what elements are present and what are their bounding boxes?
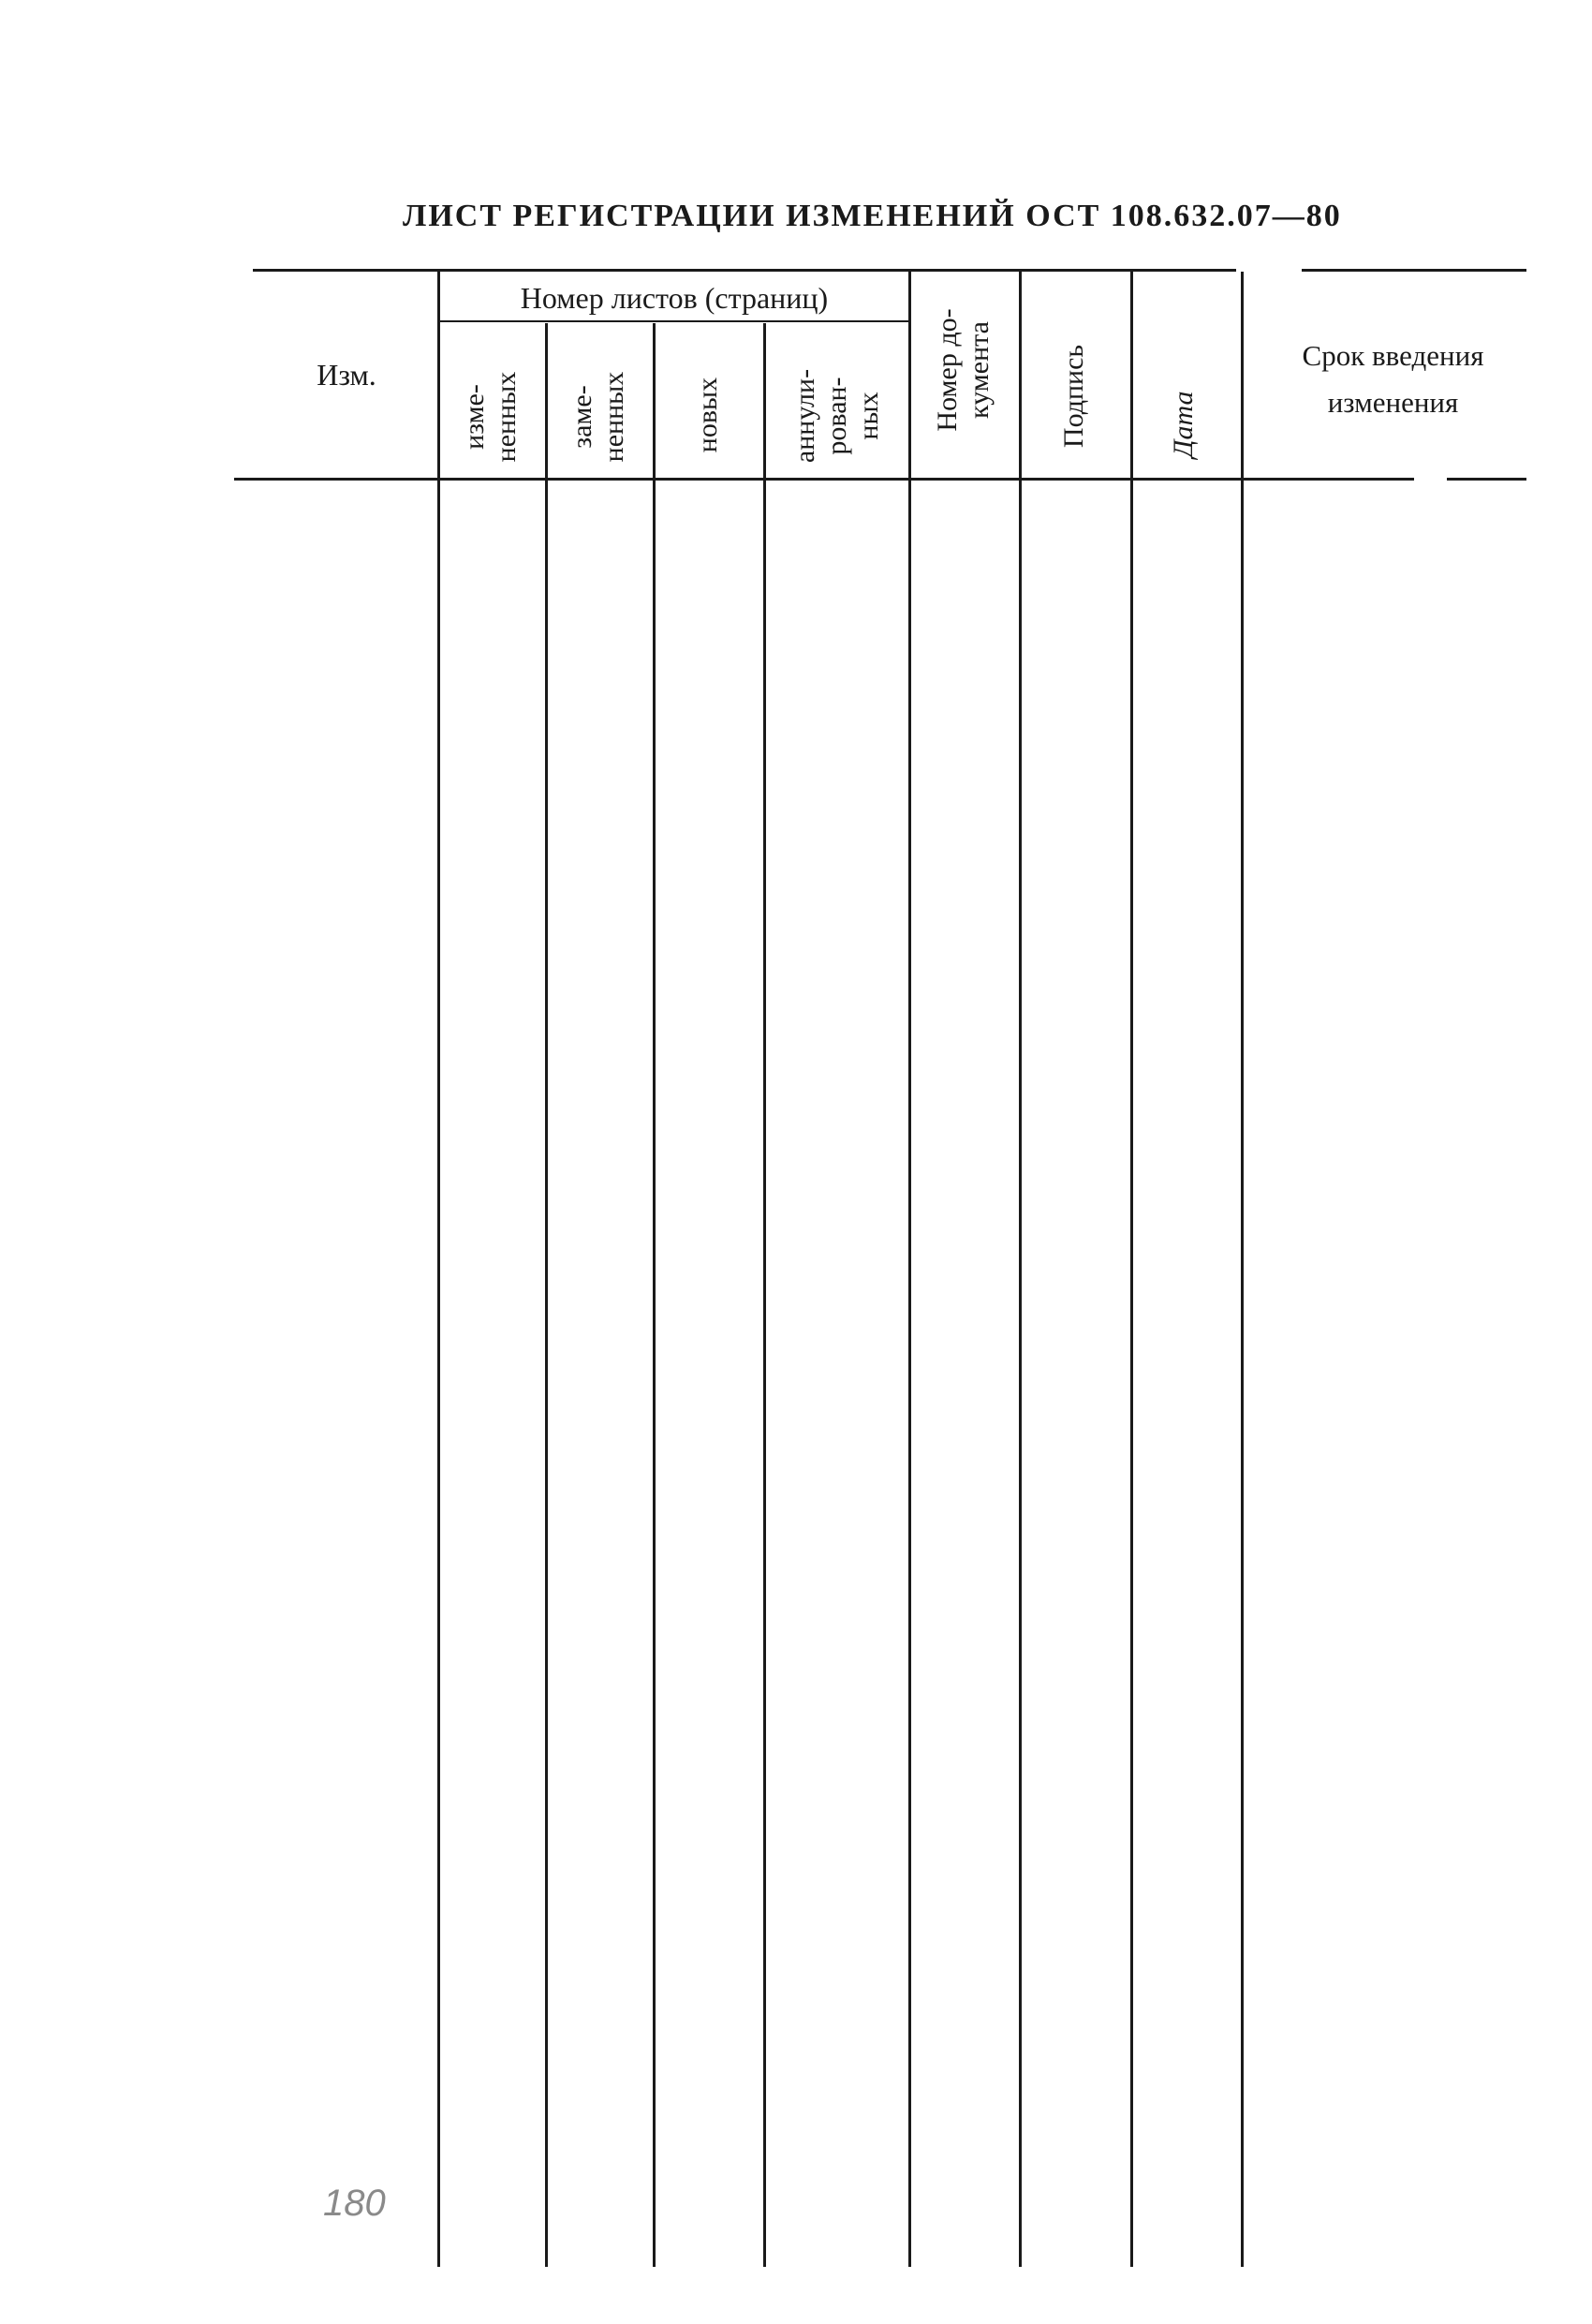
header-annulirovannyh: аннули- рован- ных: [789, 368, 884, 464]
page-number: 180: [323, 2183, 386, 2224]
header-data: Дата: [1168, 391, 1199, 458]
group-header-underline: [438, 320, 911, 322]
header-izm: Изм.: [317, 358, 376, 392]
header-zamenennyh: заме- ненных: [567, 371, 629, 463]
column-divider: [1019, 272, 1022, 2267]
header-novyh: новых: [692, 377, 723, 453]
header-group-sheet-numbers: Номер листов (страниц): [520, 281, 829, 315]
header-nomer-dokumenta: Номер до- кумента: [932, 308, 995, 432]
column-divider: [1241, 272, 1244, 2267]
header-bottom-rule-right: [1447, 478, 1526, 481]
column-divider: [653, 323, 656, 2267]
table-top-rule: [253, 269, 1236, 272]
header-izmenennyh: изме- ненных: [459, 371, 522, 463]
header-podpis: Подпись: [1058, 344, 1089, 449]
column-divider: [545, 323, 548, 2267]
column-divider: [763, 323, 766, 2267]
column-divider: [437, 272, 440, 2267]
column-divider: [1130, 272, 1133, 2267]
table-top-rule-right: [1302, 269, 1526, 272]
column-divider: [908, 272, 911, 2267]
header-srok-vvedeniya: Срок введения изменения: [1302, 339, 1484, 419]
document-title: ЛИСТ РЕГИСТРАЦИИ ИЗМЕНЕНИЙ ОСТ 108.632.07—80: [403, 199, 1342, 233]
